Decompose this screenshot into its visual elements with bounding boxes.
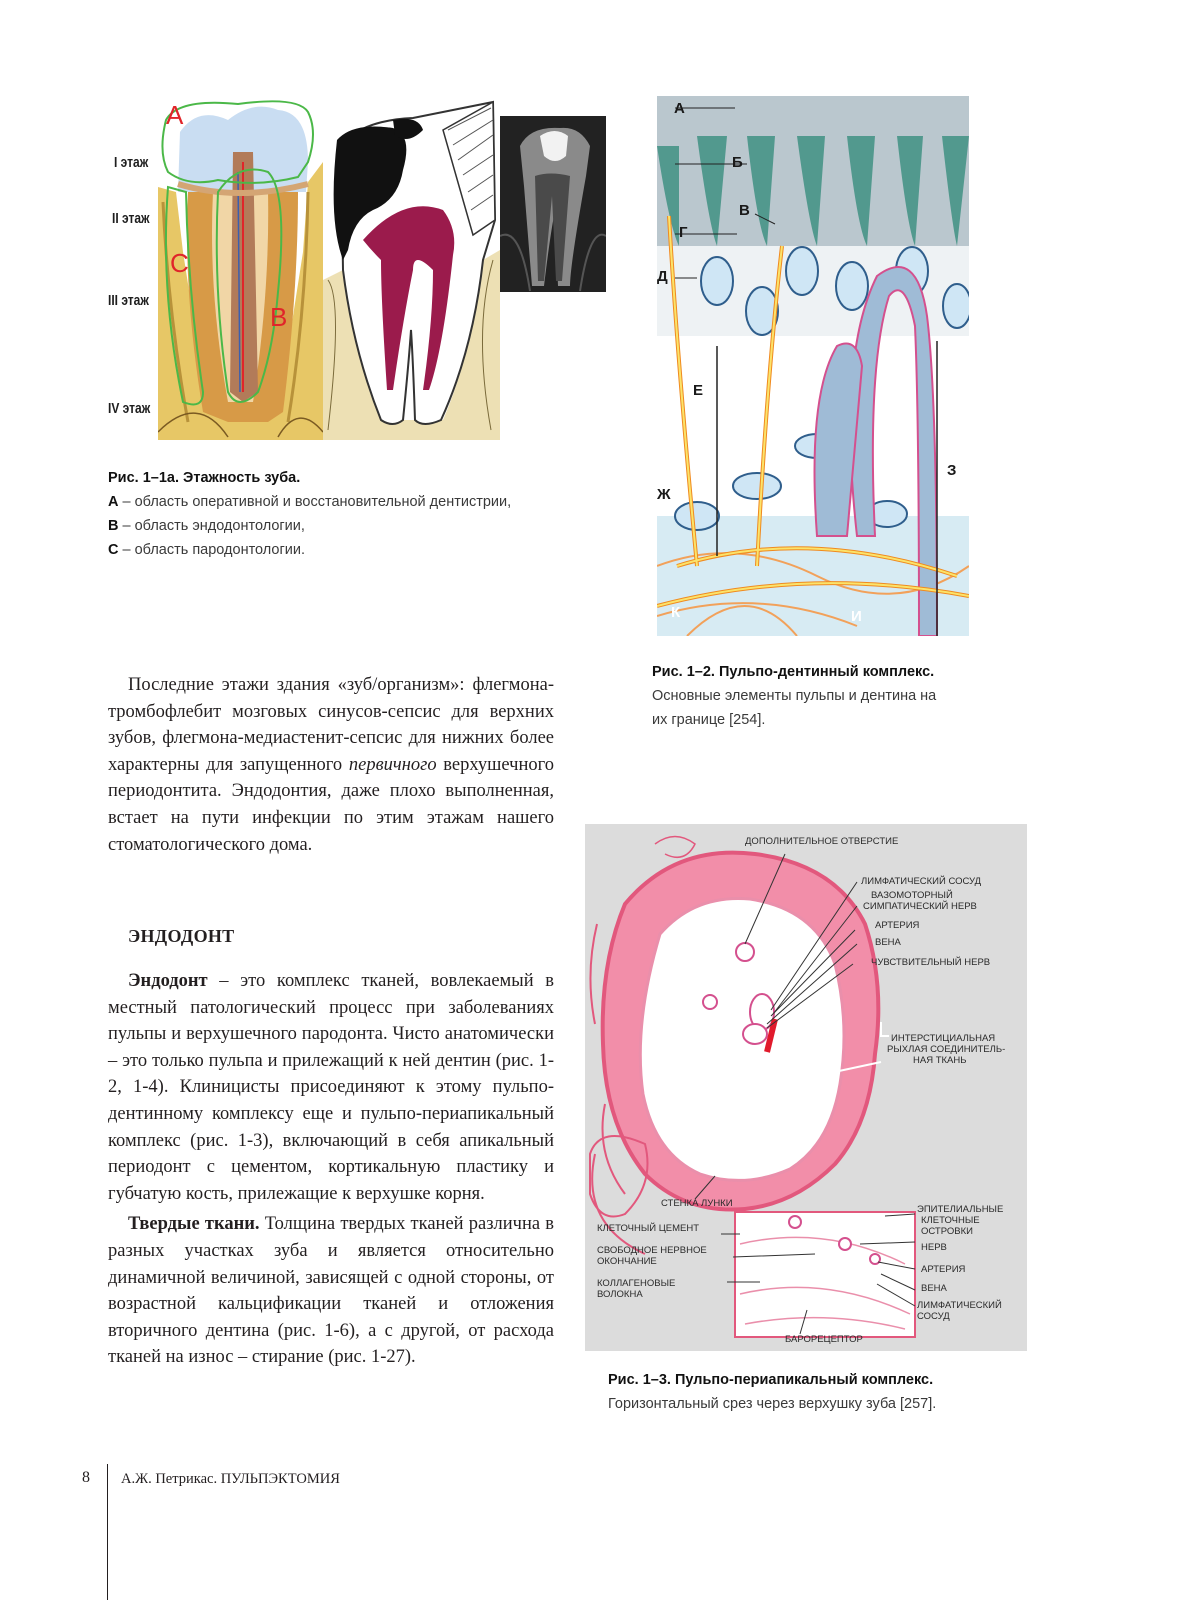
section-heading-endodont: ЭНДОДОНТ (128, 926, 235, 946)
fig13-label-artery-bottom: АРТЕРИЯ (921, 1264, 966, 1275)
fig13-label-collagen-2: ВОЛОКНА (597, 1289, 643, 1300)
pulp-dentin-illustration (657, 96, 969, 636)
fig13-label-interstitial-3: НАЯ ТКАНЬ (913, 1055, 967, 1066)
paragraph-last-floors: Последние этажи здания «зуб/организм»: флегмона-тромбофлебит мозговых синусов-сепсис для верхних зубов, флегмона-медиастенит-сепсис для нижних более характерны для запущенного первичного верхушечного периодонтита. Эндодонтия, даже плохо выполненная, встает на пути инфекции по этим этажам нашего стоматологического дома. (108, 675, 555, 855)
fig13-label-vein-bottom: ВЕНА (921, 1283, 947, 1294)
figure-1-1a-caption-line-a: A – область оперативной и восстановительной дентистрии, (108, 494, 512, 510)
fig13-label-accessory-foramen: ДОПОЛНИТЕЛЬНОЕ ОТВЕРСТИЕ (745, 836, 899, 847)
fig13-label-epithelial-2: КЛЕТОЧНЫЕ (921, 1215, 980, 1226)
figure-1-3-caption-line1: Горизонтальный срез через верхушку зуба [257]. (608, 1396, 937, 1412)
fig12-letter-v: В (739, 202, 750, 219)
fig12-letter-zh: Ж (657, 486, 671, 503)
fig12-letter-d: Д (657, 268, 668, 285)
zone-letter-a: A (166, 100, 184, 130)
fig13-label-epithelial-3: ОСТРОВКИ (921, 1226, 973, 1237)
figure-1-2 (657, 96, 969, 636)
figure-1-2-caption-line2: их границе [254]. (652, 712, 766, 728)
fig13-label-interstitial-2: РЫХЛАЯ СОЕДИНИТЕЛЬ- (887, 1044, 1006, 1055)
fig13-label-free-nerve-2: ОКОНЧАНИЕ (597, 1256, 657, 1267)
fig12-letter-z: З (947, 462, 957, 479)
floor-label-3: III этаж (108, 292, 149, 309)
zone-letter-c: C (170, 248, 189, 278)
fig13-label-lymph-bottom-2: СОСУД (917, 1311, 950, 1322)
floor-label-1: I этаж (114, 154, 149, 171)
figure-1-1a-caption-line-c: C – область пародонтологии. (108, 542, 306, 558)
body-text-column (108, 672, 554, 858)
fig13-label-interstitial-1: ИНТЕРСТИЦИАЛЬНАЯ (891, 1033, 996, 1044)
figure-1-2-caption-line1: Основные элементы пульпы и дентина на (652, 688, 937, 704)
floor-label-4: IV этаж (108, 400, 151, 417)
figure-1-3-caption (608, 1368, 1028, 1416)
floor-label-2: II этаж (112, 210, 150, 227)
fig13-label-lymph-vessel: ЛИМФАТИЧЕСКИЙ СОСУД (861, 876, 982, 887)
fig13-label-nerve: НЕРВ (921, 1242, 947, 1253)
fig13-label-artery-top: АРТЕРИЯ (875, 920, 920, 931)
running-title: А.Ж. Петрикас. ПУЛЬПЭКТОМИЯ (121, 1471, 340, 1487)
fig13-label-vasomotor-2: СИМПАТИЧЕСКИЙ НЕРВ (863, 901, 977, 912)
zone-letter-b: B (270, 302, 288, 332)
fig13-label-vein-top: ВЕНА (875, 937, 901, 948)
tooth-xray-image (500, 116, 606, 292)
fig13-label-cellular-cementum: КЛЕТОЧНЫЙ ЦЕМЕНТ (597, 1223, 700, 1234)
fig13-label-sensory-nerve: ЧУВСТВИТЕЛЬНЫЙ НЕРВ (871, 957, 991, 968)
figure-1-2-caption (652, 660, 992, 732)
figure-1-3-caption-title: Рис. 1–3. Пульпо-периапикальный комплекс. (608, 1372, 934, 1388)
fig13-label-free-nerve-1: СВОБОДНОЕ НЕРВНОЕ (597, 1245, 707, 1256)
fig13-label-lymph-bottom-1: ЛИМФАТИЧЕСКИЙ (917, 1300, 1002, 1311)
figure-1-1a-caption (108, 466, 608, 562)
fig13-label-baroreceptor: БАРОРЕЦЕПТОР (785, 1334, 863, 1345)
fig12-letter-k: К (671, 604, 681, 621)
figure-1-1a-caption-line-b: B – область эндодонтологии, (108, 518, 305, 534)
fig13-label-epithelial-1: ЭПИТЕЛИАЛЬНЫЕ (917, 1204, 1004, 1215)
fig12-letter-b: Б (732, 154, 743, 171)
figure-1-2-caption-title: Рис. 1–2. Пульпо-дентинный комплекс. (652, 664, 935, 680)
fig13-label-socket-wall: СТЕНКА ЛУНКИ (661, 1198, 733, 1209)
figure-1-1a-caption-title: Рис. 1–1а. Этажность зуба. (108, 470, 301, 486)
fig12-letter-g: Г (679, 224, 688, 241)
paragraph-hard-tissues: Твердые ткани. Толщина твердых тканей различна в разных участках зуба и является относительно динамичной величиной, зависящей с одной стороны, от возрастной кальцификации тканей и отложения вторичного дентина (рис. 1-6), а с другой, от расхода тканей на износ – стирание (рис. 1-27). (108, 1214, 554, 1368)
page-number: 8 (82, 1469, 90, 1486)
footer-rule (107, 1464, 108, 1600)
fig12-letter-i: И (851, 608, 862, 625)
figure-1-3 (585, 824, 1027, 1351)
paragraph-endodont-definition: Эндодонт – это комплекс тканей, вовлекаемый в местный патологический процесс при заболеваниях пульпы и верхушечного пародонта. Чисто анатомически – это только пульпа и прилежащий к ней дентин (рис. 1-2, 1-4). Клиницисты присоединяют к этому пульпо-дентинному комплексу еще и пульпо-периапикальный комплекс (рис. 1-3), включающий в себя апикальный периодонт с цементом, кортикальную пластику и губчатую кость, прилежащие к верхушке корня. (108, 971, 554, 1204)
fig12-letter-e: Е (693, 382, 704, 399)
tooth-caries-schematic (323, 100, 500, 440)
fig12-letter-a: А (674, 100, 685, 117)
figure-1-1a (108, 92, 608, 442)
body-text-endodont (108, 968, 554, 1371)
fig13-label-vasomotor-1: ВАЗОМОТОРНЫЙ (871, 890, 953, 901)
fig13-label-collagen-1: КОЛЛАГЕНОВЫЕ (597, 1278, 676, 1289)
